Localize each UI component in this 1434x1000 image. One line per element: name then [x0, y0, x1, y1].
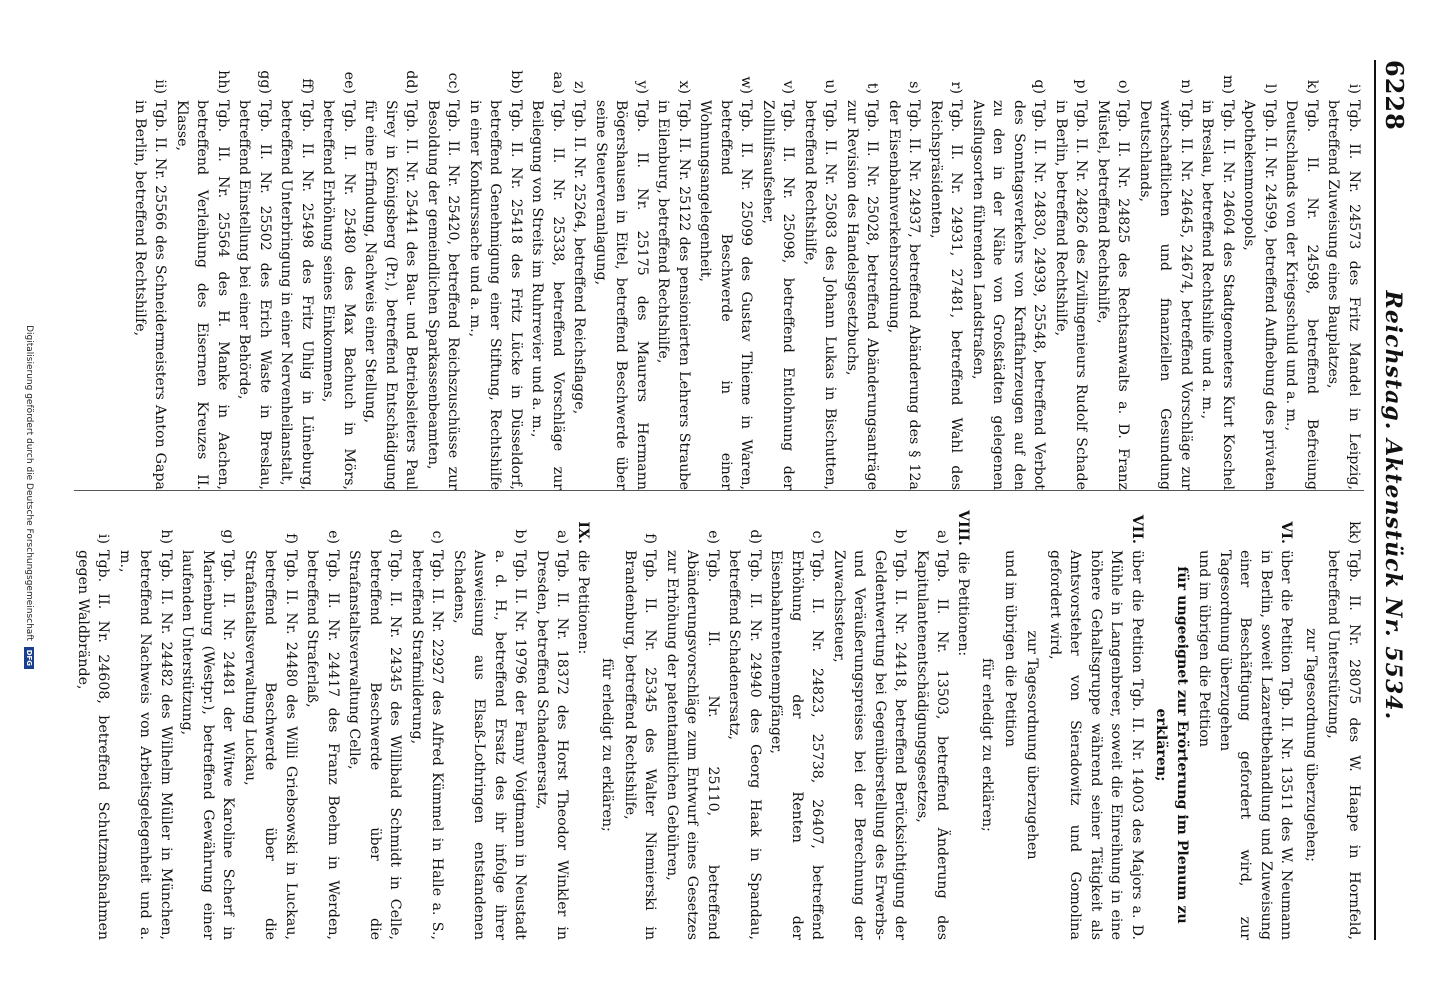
item-marker: e) [705, 530, 721, 544]
decision-line: zur Tagesordnung überzugehen; [1303, 628, 1319, 862]
item-marker: b) [892, 529, 909, 544]
item-marker: g) [220, 529, 237, 544]
list-item [968, 60, 1050, 490]
decision-text: für ungeeignet zur Erörterung im Plenum zu erklären; [1153, 566, 1190, 924]
list-item [318, 60, 359, 490]
item-text: Tgb. II. Nr. 25122 des pensionierten Lehrers Straube in Eilenburg, betreffend Rechtshilfe, [655, 100, 692, 490]
item-marker: u) [822, 79, 839, 94]
section-text: über die Petition Tgb. II. Nr. 14003 des Majors a. D. Mühle in Langenbreer, soweit die Einreihung in eine höhere Gehaltsgruppe während seiner Tätigkeit als Amtsvorsteher von Sieradowitz und Gomolina gefordert wird, [1047, 550, 1145, 940]
dfg-logo: DFG [24, 647, 34, 669]
list-item [695, 60, 757, 490]
list-item [1051, 60, 1092, 490]
item-text: Tgb. II. Nr. 24482 des Wilhelm Müller in München, betreffend Nachweis von Arbeitsgelegenheit und a. m., [117, 550, 174, 940]
left-column [74, 60, 1364, 490]
item-text: Tgb. II. Nr. 25264, betreffend Reichsflagge, [571, 100, 588, 415]
list-item [276, 60, 317, 490]
section-viii [953, 510, 974, 940]
item-text: Tgb. II. Nr. 25480 des Max Bachuch in Mörs, betreffend Erhöhung seines Einkommens, [320, 100, 357, 490]
item-text: Tgb. II. Nr. 24823, 25738, 26407, betreffend Erhöhung der Renten der Eisenbahnrentenempfänger, [768, 550, 826, 940]
list-item [653, 60, 694, 490]
item-text: Tgb. II. Nr. 25420, betreffend Reichszuschüsse zur Besoldung der gemeindlichen Sparkassenbeamten, [425, 100, 462, 490]
item-text: Tgb. II. Nr. 24931, 27481, betreffend Wahl des Reichspräsidenten, [928, 100, 965, 490]
item-text: Tgb. II. Nr. 25498 des Fritz Uhlig in Lüneburg, betreffend Unterbringung in einer Nervenheilanstalt, [278, 100, 315, 490]
section-vii [1045, 510, 1148, 940]
item-marker: aa) [550, 71, 566, 94]
item-text: Tgb. II. Nr. 24598, betreffend Befreiung Deutschlands von der Kriegsschuld und a. m., [1283, 100, 1320, 490]
item-text: Tgb. II. Nr. 22927 des Alfred Kümmel in Halle a. S., betreffend Strafmilderung, [409, 550, 446, 940]
item-marker: w) [738, 76, 755, 94]
item-text: Tgb. II. Nr. 25099 des Gustav Thieme in Waren, betreffend Beschwerde in einer Wohnungsangelegenheit, [697, 100, 755, 490]
item-text: Tgb. II. Nr. 25345 des Walter Niemierski in Brandenburg, betreffend Rechtshilfe, [622, 550, 659, 940]
item-text: Tgb. II. Nr. 28075 des W. Haape in Hornfeld, betreffend Unterstützung, [1325, 550, 1362, 940]
page-header [1374, 60, 1420, 940]
list-item [662, 510, 724, 940]
list-item [74, 510, 114, 940]
page-number: 6228 [1380, 60, 1409, 131]
item-text: Tgb. II. Nr. 25566 des Schneidermeisters Anton Gapa in Berlin, betreffend Rechtshilfe, [132, 100, 169, 490]
item-marker: s) [906, 81, 923, 94]
list-item [423, 60, 464, 490]
item-text: Tgb. II. Nr. 24599, betreffend Aufhebung des privaten Apothekenmonopols, [1241, 100, 1278, 490]
item-marker: e) [325, 530, 341, 544]
item-marker: a) [934, 530, 951, 544]
decision-line: zur Tagesordnung überzugehen [1024, 630, 1041, 860]
item-marker: f) [283, 533, 299, 544]
item-marker: y) [634, 80, 650, 94]
list-item [1135, 60, 1197, 490]
list-item [926, 60, 967, 490]
decision-line: für erledigt zu erklären; [979, 658, 996, 832]
item-marker: p) [1073, 79, 1090, 94]
item-marker: r) [948, 81, 965, 94]
item-marker: i) [95, 533, 112, 544]
item-text: Tgb. II. Nr. 24830, 24939, 25548, betreffend Verbot des Sonntagsverkehrs von Kraftfahrzeugen auf den zu den in der Nähe von Großstädten gelegenen Ausflugsorten führenden Landstraßen, [970, 100, 1048, 490]
item-marker: q) [1031, 79, 1048, 94]
list-item [620, 510, 661, 940]
item-text: Tgb. II. Nr. 25028, betreffend Abänderungsanträge zur Revision des Handelsgesetzbuchs, [844, 100, 881, 490]
list-item [302, 510, 343, 940]
item-marker: f) [642, 533, 659, 544]
list-item [912, 510, 953, 940]
item-marker: n) [1178, 79, 1194, 94]
item-text: Tgb. II. Nr. 24608, betreffend Schutzmaßnahmen gegen Waldbrände, [75, 550, 112, 940]
item-marker: t) [864, 82, 881, 94]
item-text: Tgb. II. Nr. 24826 des Zivilingenieurs Rudolf Schade in Berlin, betreffend Rechtshilfe, [1053, 100, 1090, 490]
list-item [1197, 60, 1238, 490]
item-text: Tgb. II. Nr. 25083 des Johann Lukas in Bischutten, betreffend Rechtshilfe, [802, 100, 839, 490]
section-ix-items [74, 510, 573, 940]
item-marker: m) [1220, 75, 1236, 94]
list-item [842, 60, 883, 490]
item-text: Tgb. II. Nr. 24645, 24674, betreffend Vorschläge zur wirtschaftlichen und finanziellen Gesundung Deutschlands, [1137, 100, 1194, 490]
item-marker: o) [1115, 79, 1132, 94]
item-text: Tgb. II. Nr. 25175 des Maurers Hermann Bögershausen in Eitel, betreffend Beschwerde über seine Steuerveranlagung, [593, 100, 650, 490]
section-numeral: VII. [1129, 514, 1145, 544]
section-text: die Petitionen: [575, 550, 591, 655]
section-text: die Petitionen: [955, 551, 971, 657]
list-item [829, 510, 911, 940]
list-item [465, 60, 527, 490]
item-marker: h) [158, 529, 174, 544]
list-item [1323, 60, 1364, 490]
list-item [527, 60, 568, 490]
list-item [234, 60, 275, 490]
list-item [800, 60, 841, 490]
item-text: Tgb. II. Nr. 24345 des Willibald Schmidt in Celle, betreffend Beschwerde über die Strafanstaltsverwaltung Celle, [346, 550, 404, 940]
list-item [884, 60, 925, 490]
item-marker: bb) [508, 70, 524, 94]
item-marker: l) [1262, 83, 1278, 94]
item-text: Tgb. II. Nr. 13503, betreffend Änderung des Kapitulantenentschädigungsgesetzes, [914, 550, 951, 940]
page-title: Reichstag. Aktenstück Nr. 5534. [1380, 290, 1406, 721]
item-text: Tgb. II. Nr. 25418 des Fritz Lücke in Düsseldorf, betreffend Genehmigung einer Stiftung, Rechtshilfe in einer Konkurssache und a. m., [467, 100, 524, 490]
plain-line: und im übrigen die Petition [1196, 550, 1213, 748]
item-marker: c) [809, 530, 826, 544]
list-item [172, 60, 234, 490]
list-item [724, 510, 765, 940]
item-marker: a) [554, 530, 571, 544]
item-marker: c) [429, 530, 446, 544]
list-item [177, 510, 239, 940]
list-item [1281, 60, 1322, 490]
item-marker: kk) [1346, 521, 1362, 544]
item-text: Tgb. II. Nr. 24481 der Witwe Karoline Scherf in Marienburg (Westpr.), betreffend Gewährung einer laufenden Unterstützung, [179, 550, 237, 940]
section-ix [573, 510, 594, 940]
decision-line: für erledigt zu erklären; [599, 658, 616, 832]
list-item [758, 60, 799, 490]
item-marker: d) [747, 529, 763, 544]
item-text: Tgb. II. Nr. 24418, betreffend Berücksichtigung der Geldentwertung bei Gegenüberstellung des Erwerbs- und Veräußerungspreises bei der Berechnung der Zuwachssteuer, [831, 550, 909, 940]
item-marker: x) [676, 80, 692, 94]
item-text: Tgb. II. Nr. 25098, betreffend Entlohnung der Zollhilfsaufseher, [760, 100, 797, 490]
item-text: Tgb. II. Nr. 24573 des Fritz Mandel in Leipzig, betreffend Zuweisung eines Bauplatzes, [1325, 100, 1362, 490]
item-text: Tgb. II. Nr. 19796 der Fanny Voigtmann in Neustadt a. d. H., betreffend Ersatz des ihr infolge ihrer Ausweisung aus Elsaß-Lothringen entstandenen Schadens, [451, 550, 529, 940]
right-column [74, 510, 1364, 940]
decision-line [1151, 550, 1192, 940]
list-item [115, 510, 177, 940]
item-marker: cc) [445, 72, 462, 94]
section-numeral: VI. [1278, 521, 1295, 544]
list-item [1239, 60, 1280, 490]
section-viii-items [620, 510, 953, 940]
item-marker: b) [512, 529, 529, 544]
item-text: Tgb. II. Nr. 18372 des Horst Theodor Winkler in Dresden, betreffend Schadenersatz, [534, 550, 571, 940]
item-marker: ee) [341, 71, 357, 94]
item-text: Tgb. II. Nr. 24937, betreffend Abänderung des § 12a der Eisenbahnverkehrsordnung, [886, 100, 923, 490]
list-item [407, 510, 448, 940]
list-item [240, 510, 302, 940]
list-item [532, 510, 573, 940]
item-text: Tgb. II. Nr. 25441 des Bau- und Betriebsleiters Paul Sirey in Königsberg (Pr.), betreffend Entschädigung für eine Erfindung, Nachweis einer Stellung, [362, 100, 420, 490]
section-numeral: IX. [575, 521, 591, 544]
item-marker: i) [1346, 83, 1362, 94]
item-text: Tgb. II. Nr. 24417 des Franz Boehm in Werden, betreffend Straferlaß, [304, 550, 341, 940]
item-marker: d) [387, 529, 404, 544]
item-marker: gg) [257, 70, 273, 94]
list-item [1093, 60, 1134, 490]
item-text: Tgb. II. Nr. 25564 des H. Manke in Aachen, betreffend Verleihung des Eisernen Kreuzes II. Klasse, [174, 100, 231, 490]
item-text: Tgb. II. Nr. 24604 des Stadtgeometers Kurt Koschel in Breslau, betreffend Rechtshilfe und a. m., [1199, 100, 1236, 490]
item-text: Tgb. II. Nr. 25110, betreffend Abänderungsvorschläge zum Entwurf eines Gesetzes zur Erhöhung der patentamtlichen Gebühren, [664, 550, 721, 940]
item-text: Tgb. II. Nr. 24825 des Rechtsanwalts a. D. Franz Müstel, betreffend Rechtshilfe, [1095, 100, 1132, 490]
item-marker: k) [1304, 79, 1320, 94]
footer-text: Digitalisierung gefördert durch die Deutsche Forschungsgemeinschaft [24, 325, 34, 641]
column-divider [74, 490, 1364, 491]
item-text: Tgb. II. Nr. 24480 des Willi Griebsowski in Luckau, betreffend Beschwerde über die Strafanstaltsverwaltung Luckau, [242, 550, 299, 940]
plain-line: und im übrigen die Petition [1002, 550, 1018, 748]
list-item [1323, 510, 1364, 940]
section-numeral: VIII. [955, 510, 971, 546]
list-item [344, 510, 406, 940]
item-marker: v) [780, 80, 797, 94]
list-item [130, 60, 171, 490]
list-item [766, 510, 828, 940]
list-item [360, 60, 422, 490]
item-marker: dd) [403, 70, 420, 94]
item-text: Tgb. II. Nr. 25502 des Erich Waste in Breslau, betreffend Einstellung bei einer Behörde, [236, 100, 273, 490]
item-text: Tgb. II. Nr. 24940 des Georg Haak in Spandau, betreffend Schadenersatz, [726, 550, 763, 940]
list-item [569, 60, 590, 490]
item-marker: z) [571, 80, 588, 94]
item-marker: ff) [299, 78, 315, 94]
list-item [591, 60, 653, 490]
section-text: über die Petition Tgb. II. Nr. 13511 des W. Neumann in Berlin, soweit Lazarettbehandlung und Zuweisung einer Beschäftigung gefordert wird, zur Tagesordnung überzugehen [1217, 550, 1295, 940]
item-marker: ii) [152, 79, 169, 94]
digitization-footer [24, 2, 34, 992]
section-vi [1215, 510, 1297, 940]
item-marker: hh) [215, 70, 231, 94]
item-text: Tgb. II. Nr. 25338, betreffend Vorschläge zur Beilegung von Streits im Ruhrrevier und a. m., [529, 100, 566, 490]
list-item [449, 510, 531, 940]
